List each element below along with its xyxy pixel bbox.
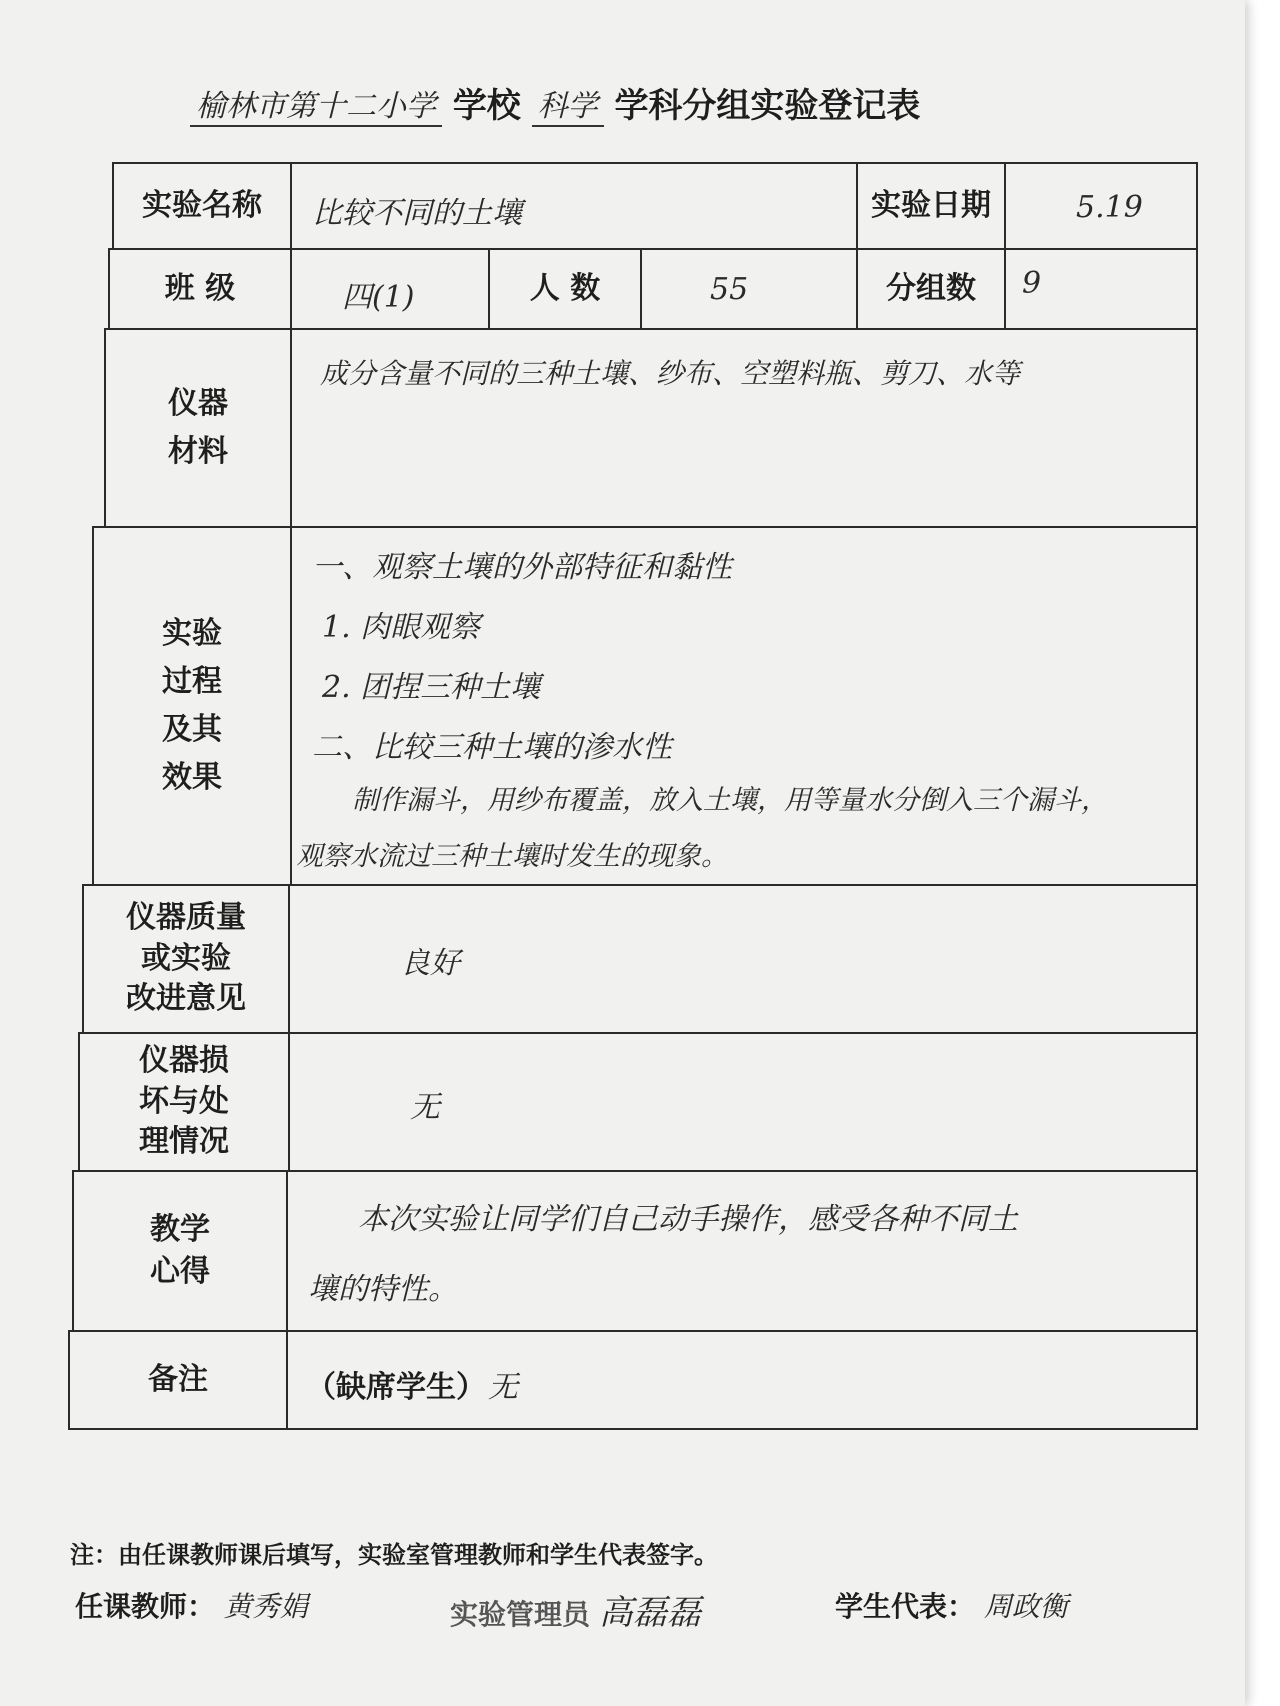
label-experiment-name: 实验名称 xyxy=(112,162,292,250)
school-name: 榆林市第十二小学 xyxy=(190,81,442,127)
label-equipment-line2: 材料 xyxy=(168,434,228,469)
label-class: 班 级 xyxy=(108,248,292,330)
damage-cell xyxy=(288,1032,1198,1172)
label-process-line4: 效果 xyxy=(162,760,222,795)
footer-note: 注：由任课教师课后填写，实验室管理教师和学生代表签字。 xyxy=(70,1541,718,1569)
label-process xyxy=(92,526,292,886)
subject: 科学 xyxy=(532,81,604,127)
lab-signature xyxy=(450,1585,701,1634)
form-name: 学科分组实验登记表 xyxy=(614,86,921,126)
teacher-signature xyxy=(75,1585,308,1625)
teaching-line-1: 本次实验让同学们自己动手操作，感受各种不同土 xyxy=(358,1202,1018,1237)
people-count-value: 55 xyxy=(710,272,749,307)
student-signature xyxy=(835,1585,1068,1625)
label-teaching-line1: 教学 xyxy=(150,1212,210,1247)
process-line-3: 2. 团捏三种土壤 xyxy=(322,670,541,705)
experiment-date-cell xyxy=(1004,162,1198,250)
group-count-cell xyxy=(1004,248,1198,330)
experiment-name-value: 比较不同的土壤 xyxy=(312,196,522,231)
people-count-cell xyxy=(640,248,858,330)
teaching-line-2: 壤的特性。 xyxy=(308,1272,458,1307)
form-title xyxy=(190,78,1090,138)
process-line-6: 观察水流过三种土壤时发生的现象。 xyxy=(296,841,728,872)
student-name: 周政衡 xyxy=(983,1590,1068,1623)
label-experiment-date: 实验日期 xyxy=(856,162,1006,250)
teacher-name: 黄秀娟 xyxy=(223,1590,308,1623)
label-quality-line3: 改进意见 xyxy=(126,981,246,1017)
label-damage-line3: 理情况 xyxy=(139,1124,229,1160)
label-quality-line1: 仪器质量 xyxy=(126,900,246,936)
label-equipment-line1: 仪器 xyxy=(168,386,228,421)
absent-value: 无 xyxy=(488,1370,518,1405)
quality-value: 良好 xyxy=(400,946,460,981)
label-process-line2: 过程 xyxy=(162,664,222,699)
class-cell xyxy=(290,248,490,330)
teaching-cell xyxy=(286,1170,1198,1332)
label-quality xyxy=(82,884,290,1034)
quality-cell xyxy=(288,884,1198,1034)
label-group-count: 分组数 xyxy=(856,248,1006,330)
group-count-value: 9 xyxy=(1022,266,1042,301)
experiment-table xyxy=(68,150,1143,1530)
equipment-cell xyxy=(290,328,1198,528)
process-line-2: 1. 肉眼观察 xyxy=(322,610,481,645)
label-remarks: 备注 xyxy=(68,1330,288,1430)
label-people-count: 人 数 xyxy=(488,248,642,330)
school-suffix: 学校 xyxy=(452,86,521,126)
equipment-value: 成分含量不同的三种土壤、纱布、空塑料瓶、剪刀、水等 xyxy=(320,357,1021,390)
class-value: 四(1) xyxy=(342,280,415,315)
absent-label: （缺席学生） xyxy=(306,1370,486,1405)
lab-name: 高磊磊 xyxy=(598,1593,701,1633)
process-cell xyxy=(290,526,1198,886)
label-damage-line2: 坏与处 xyxy=(139,1083,229,1119)
process-line-5: 制作漏斗，用纱布覆盖，放入土壤，用等量水分倒入三个漏斗， xyxy=(352,785,1108,816)
lab-label: 实验管理员 xyxy=(450,1598,591,1631)
label-process-line1: 实验 xyxy=(162,616,222,651)
label-damage xyxy=(78,1032,290,1172)
process-line-1: 一、观察土壤的外部特征和黏性 xyxy=(312,550,732,585)
process-line-4: 二、比较三种土壤的渗水性 xyxy=(312,730,672,765)
remarks-cell xyxy=(286,1330,1198,1430)
label-teaching-line2: 心得 xyxy=(150,1254,210,1289)
damage-value: 无 xyxy=(410,1090,440,1125)
label-teaching xyxy=(72,1170,288,1332)
label-quality-line2: 或实验 xyxy=(141,940,231,976)
student-label: 学生代表： xyxy=(835,1590,976,1623)
experiment-name-cell xyxy=(290,162,858,250)
teacher-label: 任课教师： xyxy=(75,1590,216,1623)
label-process-line3: 及其 xyxy=(162,712,222,747)
experiment-date-value: 5.19 xyxy=(1076,190,1143,225)
label-damage-line1: 仪器损 xyxy=(139,1043,229,1079)
label-equipment xyxy=(104,328,292,528)
